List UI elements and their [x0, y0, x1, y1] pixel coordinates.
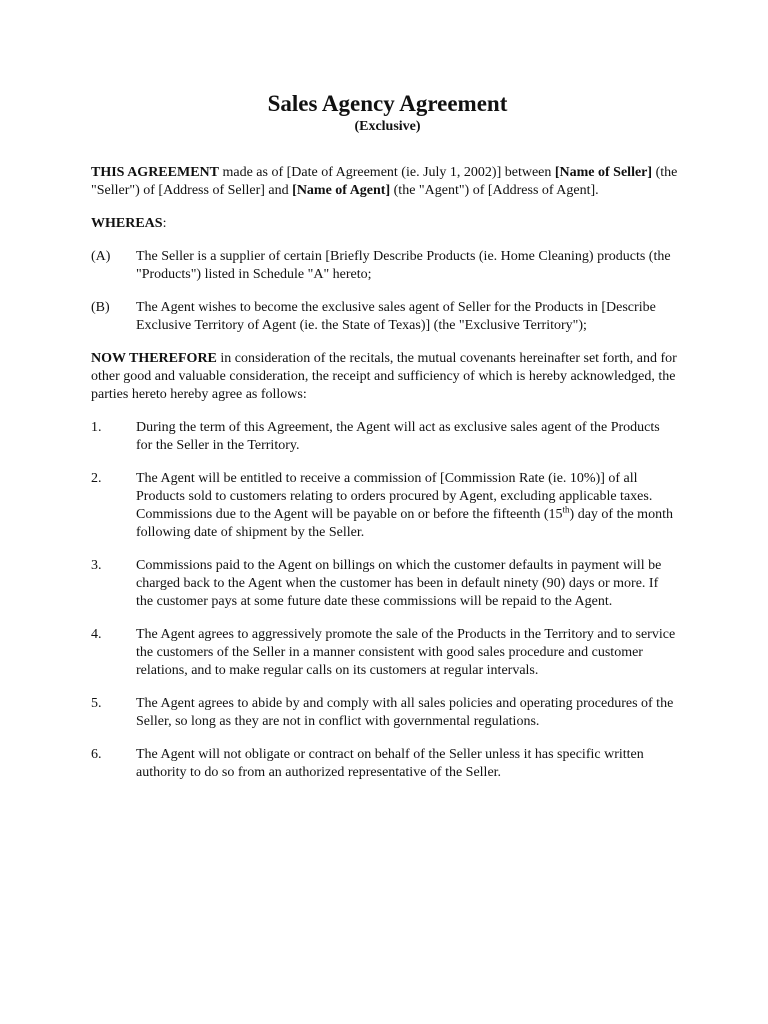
document-subtitle: (Exclusive): [354, 119, 421, 134]
clause-1: [91, 419, 678, 455]
clause-6: [91, 746, 678, 782]
intro-text-1: made as of [Date of Agreement (ie. July 1, 2002)] between: [218, 165, 555, 180]
whereas-heading: [91, 215, 678, 233]
clause-number: 1.: [91, 420, 102, 435]
clause-text-before: The Agent will be entitled to receive a commission of [Commission Rate (ie. 10%)] of all Products sold to customers relating to orders procured by Agent, excluding applicable taxes. Commissions due to the Agent will be payable on or before the fifteenth (15: [136, 471, 653, 522]
recital-label: (A): [91, 249, 111, 264]
recital-label: (B): [91, 300, 110, 315]
clause-number: 5.: [91, 696, 102, 711]
clause-text: The Agent agrees to abide by and comply with all sales policies and operating procedures of the Seller, so long as they are not in conflict with governmental regulations.: [136, 696, 674, 729]
clause-3: [91, 557, 678, 611]
clause-number: 2.: [91, 471, 102, 486]
now-therefore-paragraph: [91, 350, 678, 404]
document-title: Sales Agency Agreement: [267, 91, 508, 116]
clause-number: 6.: [91, 747, 102, 762]
recital-text: The Agent wishes to become the exclusive sales agent of Seller for the Products in [Describe Exclusive Territory of Agent (ie. the State of Texas)] (the "Exclusive Territory");: [136, 300, 656, 333]
now-therefore-text: in consideration of the recitals, the mutual covenants hereinafter set forth, and for other good and valuable consideration, the receipt and sufficiency of which is hereby acknowledged, the parties hereto hereby agree as follows:: [91, 351, 677, 402]
clause-text-after: ) day of the month following date of shipment by the Seller.: [136, 507, 673, 540]
intro-paragraph: [91, 164, 678, 200]
clause-text: [136, 470, 678, 542]
intro-text-2: (the "Seller") of [Address of Seller] and: [91, 165, 678, 198]
recital-text: The Seller is a supplier of certain [Briefly Describe Products (ie. Home Cleaning) products (the "Products") listed in Schedule "A" hereto;: [136, 249, 671, 282]
recital-b: [91, 299, 678, 335]
clause-text: During the term of this Agreement, the Agent will act as exclusive sales agent of the Products for the Seller in the Territory.: [136, 420, 660, 453]
intro-agent-name: [Name of Agent]: [292, 183, 391, 198]
intro-lead: THIS AGREEMENT: [91, 165, 219, 180]
clause-text: The Agent agrees to aggressively promote the sale of the Products in the Territory and to service the customers of the Seller in a manner consistent with good sales procedure and customer relations, and to make regular calls on its customers at regular intervals.: [136, 627, 676, 678]
clause-text: Commissions paid to the Agent on billings on which the customer defaults in payment will be charged back to the Agent when the customer has been in default ninety (90) days or more. If the customer pays at some future date these commissions will be repaid to the Agent.: [136, 558, 662, 609]
clause-number: 3.: [91, 558, 102, 573]
clause-5: [91, 695, 678, 731]
intro-seller-name: [Name of Seller]: [554, 165, 653, 180]
clause-number: 4.: [91, 627, 102, 642]
whereas-label: WHEREAS: [91, 216, 163, 231]
clause-text: The Agent will not obligate or contract on behalf of the Seller unless it has specific written authority to do so from an authorized representative of the Seller.: [136, 747, 644, 780]
ordinal-superscript: th: [562, 504, 570, 515]
intro-text-3: (the "Agent") of [Address of Agent].: [390, 183, 599, 198]
recital-a: [91, 248, 678, 284]
clause-4: [91, 626, 678, 680]
clause-2: [91, 470, 678, 542]
now-therefore-lead: NOW THEREFORE: [91, 351, 217, 366]
whereas-colon: :: [162, 216, 167, 231]
